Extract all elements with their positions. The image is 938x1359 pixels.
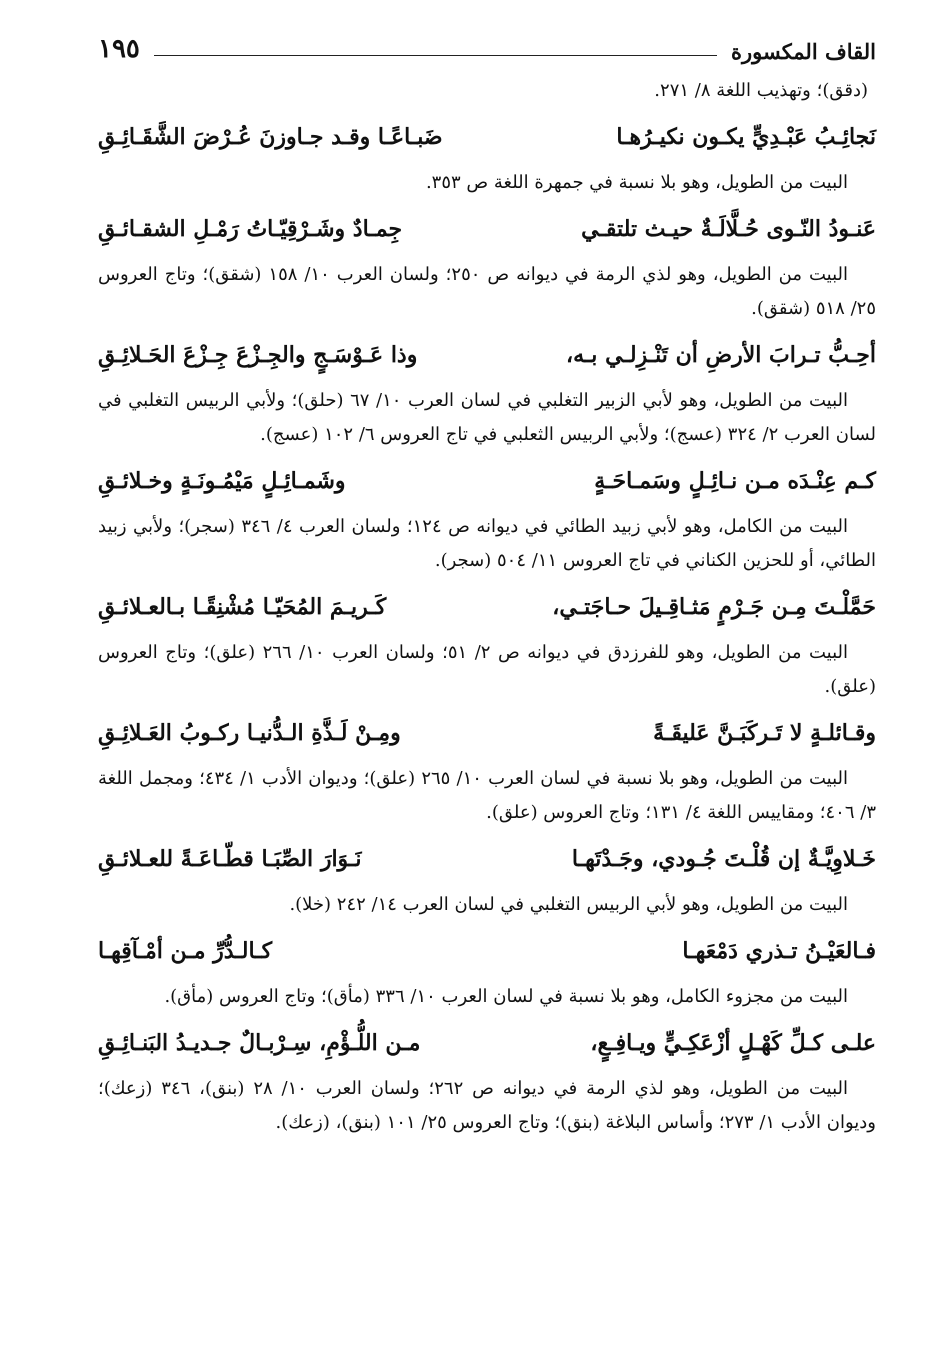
verse-second-hemistich: مـن اللُّـؤْمِ، سِـرْبـالٌ جـديـدُ البَنـائِـقِ — [98, 1030, 421, 1056]
verse-entry — [98, 200, 876, 326]
running-header — [98, 28, 876, 64]
verse-first-hemistich: كـم عِنْـدَه مـن نـائِـلٍ وسَمـاحَـةٍ — [594, 468, 876, 494]
verse-first-hemistich: حَمَّلْـتَ مِـن جَـرْمٍ مَثـاقِـيلَ حـاجَتـي، — [552, 594, 876, 620]
verse-second-hemistich: كَـريـمَ المُحَيّـا مُشْنِقًـا بـالعـلائـقِ — [98, 594, 387, 620]
verse-first-hemistich: نَجائِـبُ عَبْـدِيٍّ يكـون نكيـرُهـا — [616, 124, 876, 150]
verse-second-hemistich: وذا عَـوْسَـجٍ والجِـزْعَ جِـزْعَ الحَـلائِـقِ — [98, 342, 418, 368]
verse-source-note: البيت من الطويل، وهو للفرزدق في ديوانه ص ٢/ ٥١؛ ولسان العرب ١٠/ ٢٦٦ (علق)؛ وتاج العروس (علق). — [98, 642, 876, 697]
verse-source-note: البيت من الطويل، وهو بلا نسبة في جمهرة اللغة ص ٣٥٣. — [425, 172, 848, 193]
verse-first-hemistich: علـى كـلِّ كَهْـلٍ أزْعَكِـيٍّ ويـافِـعٍ، — [590, 1030, 876, 1056]
verse-line — [98, 452, 876, 510]
verse-first-hemistich: خَـلاوِيَّـةٌ إن قُلْـتَ جُـودي، وجَـدْتَهـا — [571, 846, 876, 872]
verse-line — [98, 1014, 876, 1072]
verse-entry — [98, 922, 876, 1014]
verse-source-note: البيت من الطويل، وهو لأبي الربيس التغلبي في لسان العرب ١٤/ ٢٤٢ (خلا). — [289, 894, 848, 915]
verse-first-hemistich: عَنـودُ النّـوى حُـلَّالَـةٌ حيـث تلتقـي — [581, 216, 876, 242]
verse-line — [98, 200, 876, 258]
verse-entry — [98, 108, 876, 200]
verse-first-hemistich: وقـائلـةٍ لا تَـركَبَـنَّ عَليقَـةً — [653, 720, 876, 746]
verse-line — [98, 108, 876, 166]
verse-first-hemistich: فـالعَيْـنُ تـذري دَمْعَهـا — [682, 938, 876, 964]
verse-first-hemistich: أحِـبُّ تـرابَ الأرضِ أن تَنْـزِلـي بـه، — [565, 342, 876, 368]
page-number: ١٩٥ — [98, 34, 140, 64]
verse-entry — [98, 452, 876, 578]
verse-line — [98, 326, 876, 384]
verse-second-hemistich: ضَبـاعًـا وقـد جـاوزنَ عُـرْضَ الشَّقَـائِـقِ — [98, 124, 443, 150]
verse-entry — [98, 704, 876, 830]
verse-source-note: البيت من الطويل، وهو بلا نسبة في لسان العرب ١٠/ ٢٦٥ (علق)؛ وديوان الأدب ١/ ٤٣٤؛ ومجمل اللغة ٣/ ٤٠٦؛ ومقاييس اللغة ٤/ ١٣١؛ وتاج العروس (علق). — [98, 768, 876, 823]
verse-entry — [98, 1014, 876, 1140]
verse-entry — [98, 830, 876, 922]
verse-entries — [98, 108, 876, 1140]
verse-source-note: البيت من الطويل، وهو لأبي الزبير التغلبي في لسان العرب ١٠/ ٦٧ (حلق)؛ ولأبي الربيس التغلبي في لسان العرب ٢/ ٣٢٤ (عسج)؛ ولأبي الربيس الثعلبي في تاج العروس ٦/ ١٠٢ (عسج). — [98, 390, 876, 445]
verse-second-hemistich: نَـوَارَ الصِّبَـا قطّـاعَـةً للعـلائـقِ — [98, 846, 362, 872]
verse-source-note: البيت من الطويل، وهو لذي الرمة في ديوانه ص ٢٥٠؛ ولسان العرب ١٠/ ١٥٨ (شقق)؛ وتاج العروس ٢٥/ ٥١٨ (شقق). — [98, 264, 876, 319]
verse-source-note: البيت من الكامل، وهو لأبي زبيد الطائي في ديوانه ص ١٢٤؛ ولسان العرب ٤/ ٣٤٦ (سجر)؛ ولأبي زبيد الطائي، أو للحزين الكناني في تاج العروس ١١/ ٥٠٤ (سجر). — [98, 516, 876, 571]
verse-entry — [98, 578, 876, 704]
verse-second-hemistich: جِمـادٌ وشَـرْقِيّـاتُ رَمْـلِ الشقـائـقِ — [98, 216, 403, 242]
chapter-title: القاف المكسورة — [730, 39, 876, 64]
verse-source-note: البيت من مجزوء الكامل، وهو بلا نسبة في لسان العرب ١٠/ ٣٣٦ (مأق)؛ وتاج العروس (مأق). — [164, 986, 848, 1007]
verse-entry — [98, 326, 876, 452]
verse-second-hemistich: كـالـدُّرِّ مـن أمْـآقِهـا — [98, 938, 273, 964]
verse-line — [98, 830, 876, 888]
verse-line — [98, 922, 876, 980]
header-rule — [154, 55, 717, 56]
verse-line — [98, 704, 876, 762]
continued-note: (دقق)؛ وتهذيب اللغة ٨/ ٢٧١. — [654, 80, 868, 101]
verse-second-hemistich: ومِـنْ لَـذَّةِ الـدُّنيـا ركـوبُ العَـلائِـقِ — [98, 720, 401, 746]
verse-source-note: البيت من الطويل، وهو لذي الرمة في ديوانه ص ٢٦٢؛ ولسان العرب ١٠/ ٢٨ (بنق)، ٣٤٦ (زعك)؛ وديوان الأدب ١/ ٢٧٣؛ وأساس البلاغة (بنق)؛ وتاج العروس ٢٥/ ١٠١ (بنق)، (زعك). — [98, 1078, 876, 1133]
verse-line — [98, 578, 876, 636]
verse-second-hemistich: وشَمـائِـلٍ مَيْمُـونَـةٍ وخـلائـقِ — [98, 468, 346, 494]
